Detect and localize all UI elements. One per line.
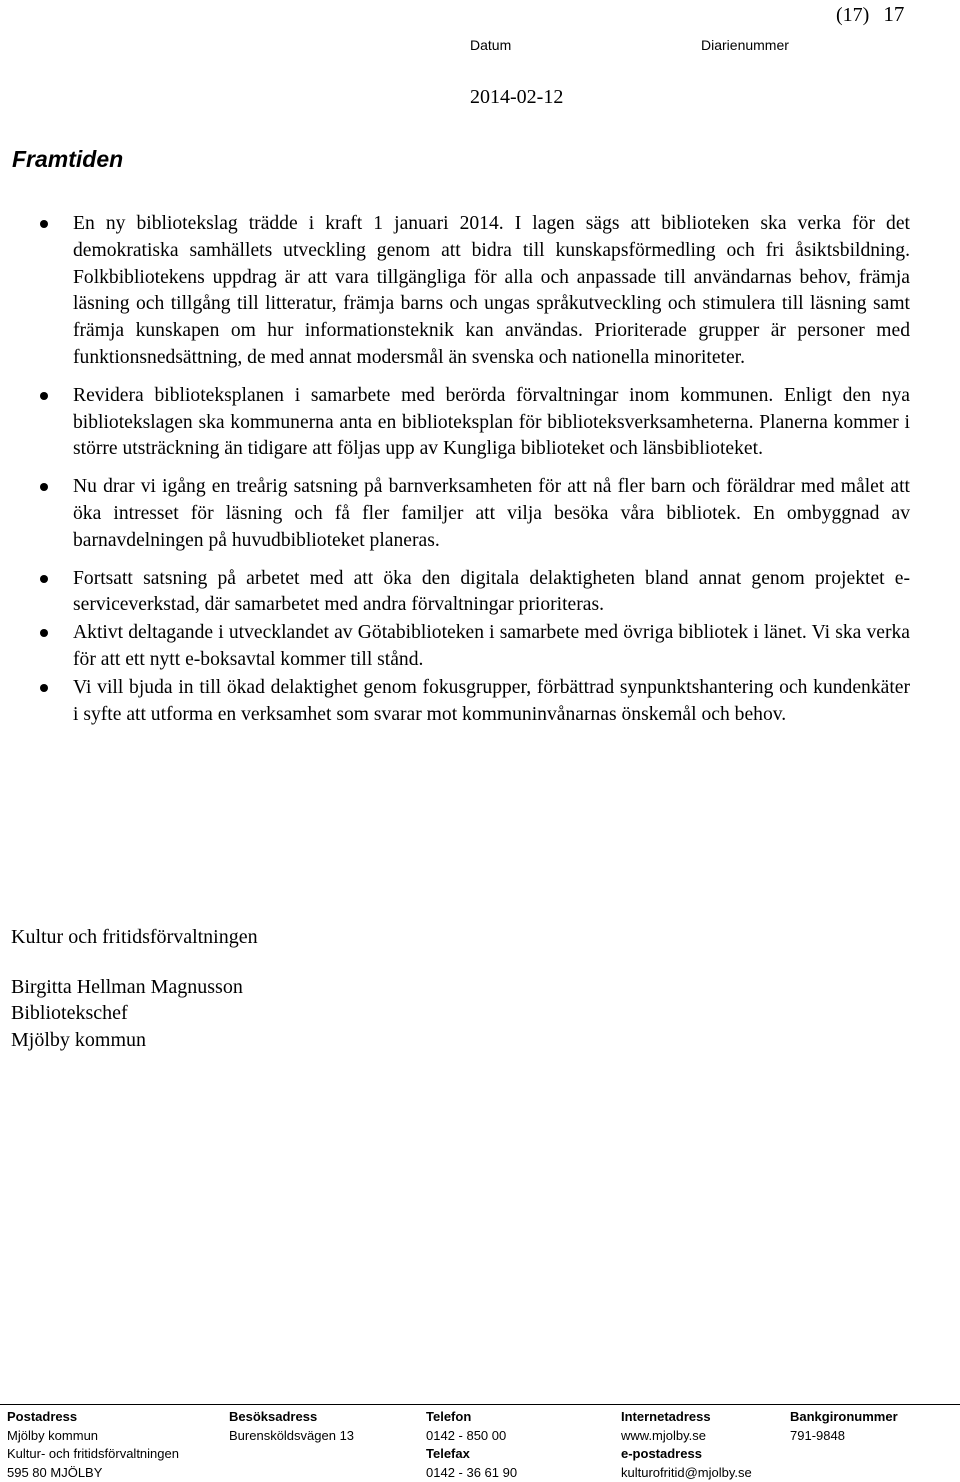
list-item: Vi vill bjuda in till ökad delaktighet genom fokusgrupper, förbättrad synpunktshantering och kundenkäter i syfte att utforma en verksamhet som svarar mot kommuninvånarnas önskemål och behov. xyxy=(30,675,910,729)
signature-organization: Mjölby kommun xyxy=(11,1028,147,1051)
date-label: Datum xyxy=(470,37,512,53)
telefon-value: 0142 - 850 00 xyxy=(426,1427,507,1443)
page-number-current: (17) xyxy=(836,4,870,26)
footer-row xyxy=(0,1445,960,1464)
postadress-line-1: Mjölby kommun xyxy=(7,1427,99,1443)
bankgiro-value: 791-9848 xyxy=(790,1427,845,1443)
page-number xyxy=(836,2,904,27)
list-item: Fortsatt satsning på arbetet med att öka den digitala delaktigheten bland annat genom projektet e-serviceverkstad, där samarbetet med andra förvaltningar prioriteras. xyxy=(30,566,910,620)
section-heading: Framtiden xyxy=(12,146,124,172)
list-item: Revidera biblioteksplanen i samarbete med berörda förvaltningar inom kommunen. Enligt den nya bibliotekslagen ska kommunerna anta en biblioteksplan för biblioteksverksamheterna. Planerna kommer i större utsträckning än tidigare att följas upp av Kungliga biblioteket och länsbiblioteket. xyxy=(30,383,910,463)
besoksadress-label: Besöksadress xyxy=(229,1409,318,1424)
bullet-list xyxy=(30,211,910,728)
epost-label: e-postadress xyxy=(621,1446,702,1462)
postadress-label: Postadress xyxy=(7,1409,78,1424)
telefax-value: 0142 - 36 61 90 xyxy=(426,1464,518,1480)
epost-link[interactable]: kulturofritid@mjolby.se xyxy=(621,1464,752,1480)
internetadress-label: Internetadress xyxy=(621,1409,711,1424)
postadress-line-2: Kultur- och fritidsförvaltningen xyxy=(7,1446,179,1462)
signature-name: Birgitta Hellman Magnusson xyxy=(11,975,243,998)
internetadress-link[interactable]: www.mjolby.se xyxy=(621,1427,707,1443)
besoksadress-value: Burensköldsvägen 13 xyxy=(229,1427,355,1443)
signature-title: Bibliotekschef xyxy=(11,1002,128,1024)
list-item: Aktivt deltagande i utvecklandet av Götabiblioteken i samarbete med övriga bibliotek i länet. Vi ska verka för att ett nytt e-boksavtal kommer till stånd. xyxy=(30,620,910,674)
footer-row xyxy=(0,1427,960,1446)
date-value: 2014-02-12 xyxy=(470,86,564,108)
telefon-label: Telefon xyxy=(426,1409,472,1424)
footer-divider xyxy=(0,1404,960,1405)
postadress-line-3: 595 80 MJÖLBY xyxy=(7,1464,103,1480)
page-count: 17 xyxy=(883,2,905,26)
telefax-label: Telefax xyxy=(426,1446,470,1462)
signature-block xyxy=(11,924,258,1053)
footer-row xyxy=(0,1408,960,1427)
signature-department: Kultur och fritidsförvaltningen xyxy=(11,926,258,948)
footer-row xyxy=(0,1464,960,1482)
list-item: Nu drar vi igång en treårig satsning på barnverksamheten för att nå fler barn och föräldrar med målet att öka intresset för läsning och få fler familjer att vilja besöka våra bibliotek. En ombyggnad av barnavdelningen på huvudbiblioteket planeras. xyxy=(30,474,910,554)
list-item: En ny bibliotekslag trädde i kraft 1 januari 2014. I lagen sägs att biblioteken ska verka för det demokratiska samhällets utveckling genom att bidra till kunskapsförmedling och fri åsiktsbildning. Folkbibliotekens uppdrag är att vara tillgängliga för alla och anpassade till användarnas behov, främja läsning och tillgång till litteratur, främja barns och ungas språkutveckling och stimulera till läsning samt främja kunskapen om hur informationsteknik kan användas. Prioriterade grupper är personer med funktionsnedsättning, de med annat modersmål än svenska och nationella minoriteter. xyxy=(30,211,910,372)
bankgiro-label: Bankgironummer xyxy=(790,1409,898,1424)
diarienummer-label: Diarienummer xyxy=(701,37,789,53)
footer xyxy=(0,1408,960,1482)
